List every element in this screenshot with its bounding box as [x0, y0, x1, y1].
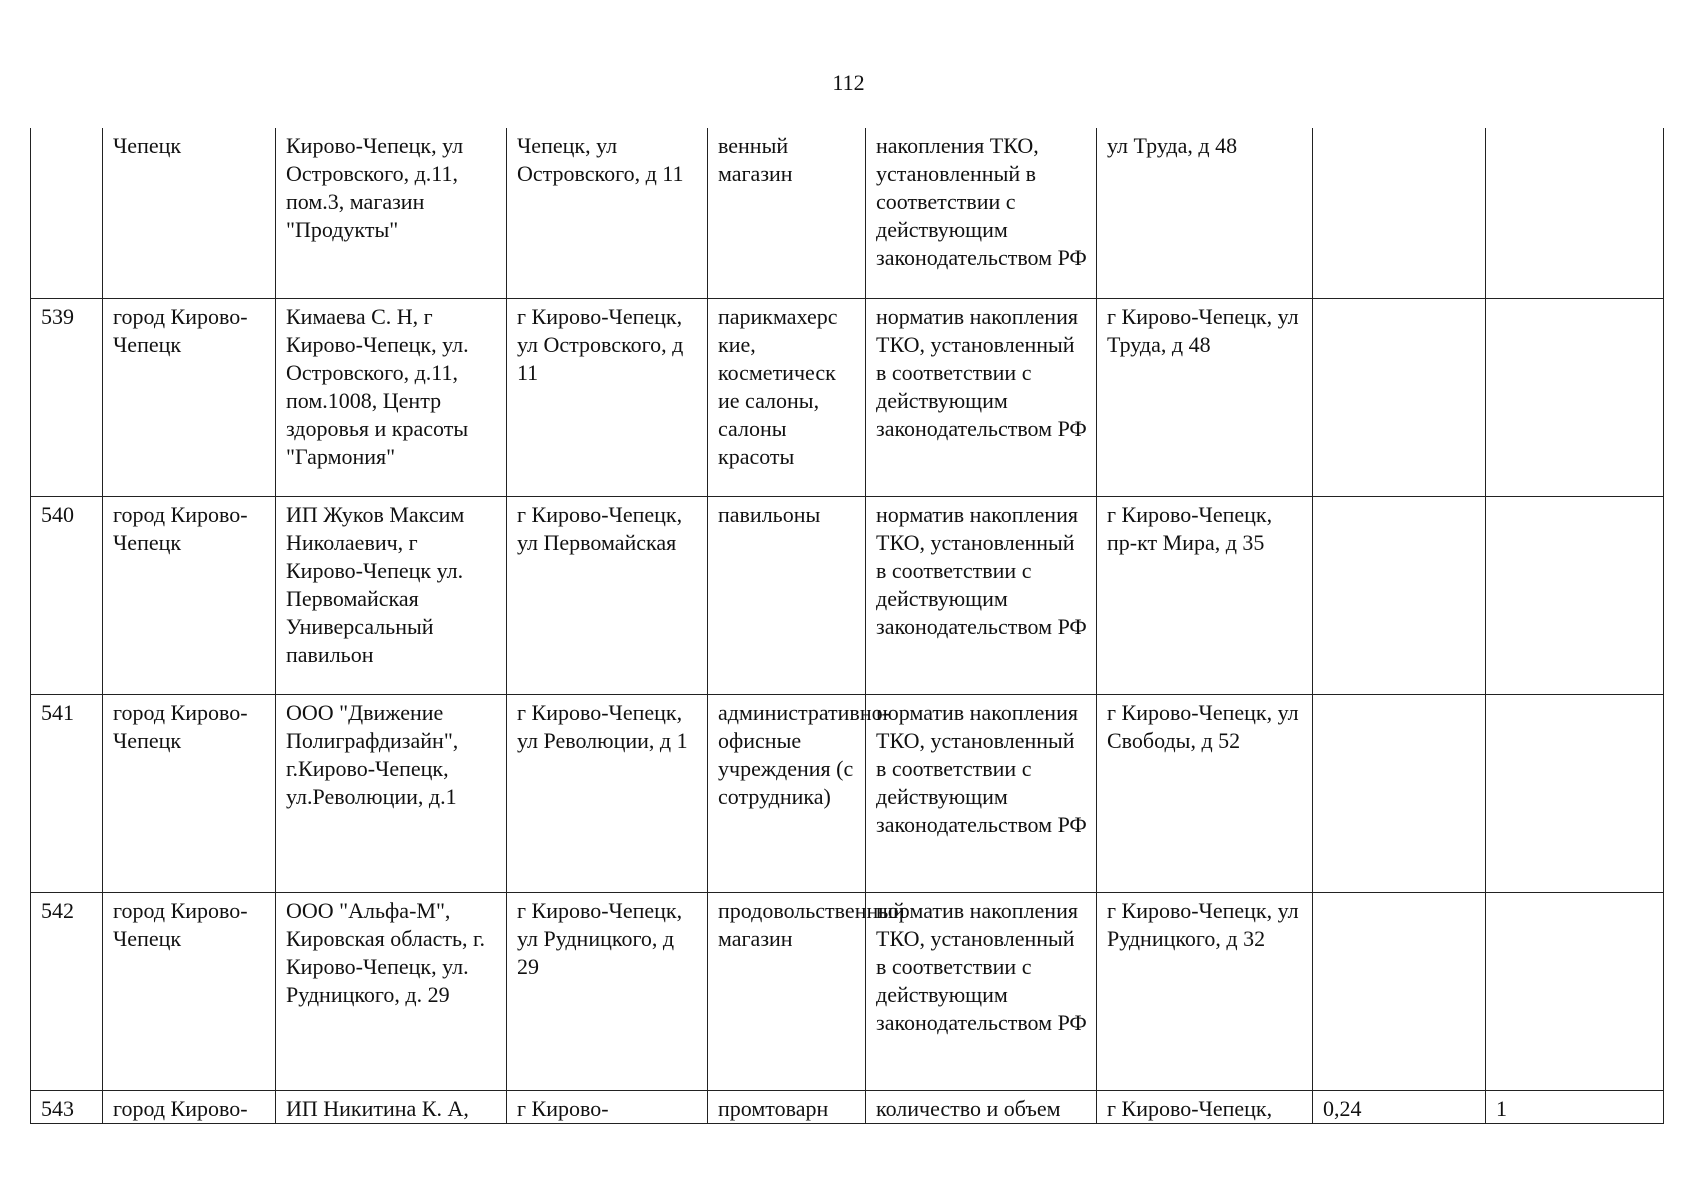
address-cell: г Кирово-	[507, 1090, 708, 1123]
volume-cell	[1313, 128, 1486, 298]
locality-cell: Чепецк	[103, 128, 276, 298]
site-cell: г Кирово-Чепецк, ул Свободы, д 52	[1097, 694, 1313, 892]
locality-cell: город Кирово-Чепецк	[103, 496, 276, 694]
row-number: 541	[31, 694, 103, 892]
locality-cell: город Кирово-Чепецк	[103, 298, 276, 496]
table-row	[31, 1090, 1664, 1123]
address-cell: г Кирово-Чепецк, ул Островского, д 11	[507, 298, 708, 496]
method-cell: норматив накопления ТКО, установленный в соответствии с действующим законодательством РФ	[866, 496, 1097, 694]
category-cell: павильоны	[708, 496, 866, 694]
volume-cell	[1313, 892, 1486, 1090]
category-cell: венный магазин	[708, 128, 866, 298]
owner-cell: ООО "Альфа-М", Кировская область, г. Кирово-Чепецк, ул. Рудницкого, д. 29	[276, 892, 507, 1090]
volume-cell	[1313, 694, 1486, 892]
locality-cell: город Кирово-Чепецк	[103, 694, 276, 892]
count-cell	[1486, 892, 1664, 1090]
locality-cell: город Кирово-Чепецк	[103, 892, 276, 1090]
table-row	[31, 298, 1664, 496]
address-cell: г Кирово-Чепецк, ул Первомайская	[507, 496, 708, 694]
volume-cell	[1313, 298, 1486, 496]
address-cell: г Кирово-Чепецк, ул Революции, д 1	[507, 694, 708, 892]
category-cell: промтоварн	[708, 1090, 866, 1123]
category-cell: административно-офисные учреждения (с сотрудника)	[708, 694, 866, 892]
method-cell: норматив накопления ТКО, установленный в соответствии с действующим законодательством РФ	[866, 892, 1097, 1090]
count-cell: 1	[1486, 1090, 1664, 1123]
owner-cell: ООО "Движение Полиграфдизайн", г.Кирово-Чепецк, ул.Революции, д.1	[276, 694, 507, 892]
count-cell	[1486, 128, 1664, 298]
row-number: 543	[31, 1090, 103, 1123]
locality-cell: город Кирово-	[103, 1090, 276, 1123]
method-cell: норматив накопления ТКО, установленный в соответствии с действующим законодательством РФ	[866, 298, 1097, 496]
row-number: 540	[31, 496, 103, 694]
owner-cell: ИП Никитина К. А,	[276, 1090, 507, 1123]
site-cell: г Кирово-Чепецк, ул Труда, д 48	[1097, 298, 1313, 496]
owner-cell: ИП Жуков Максим Николаевич, г Кирово-Чепецк ул. Первомайская Универсальный павильон	[276, 496, 507, 694]
row-number: 539	[31, 298, 103, 496]
page-number: 112	[832, 70, 865, 95]
count-cell	[1486, 694, 1664, 892]
volume-cell	[1313, 496, 1486, 694]
table-row	[31, 892, 1664, 1090]
owner-cell: Кимаева С. Н, г Кирово-Чепецк, ул. Островского, д.11, пом.1008, Центр здоровья и красоты "Гармония"	[276, 298, 507, 496]
address-cell: Чепецк, ул Островского, д 11	[507, 128, 708, 298]
site-cell: г Кирово-Чепецк, ул Рудницкого, д 32	[1097, 892, 1313, 1090]
category-cell: парикмахерс кие, косметическ ие салоны, салоны красоты	[708, 298, 866, 496]
category-cell: продовольственный магазин	[708, 892, 866, 1090]
count-cell	[1486, 298, 1664, 496]
waste-sites-table	[30, 128, 1664, 1124]
method-cell: накопления ТКО, установленный в соответствии с действующим законодательством РФ	[866, 128, 1097, 298]
count-cell	[1486, 496, 1664, 694]
site-cell: г Кирово-Чепецк, пр-кт Мира, д 35	[1097, 496, 1313, 694]
method-cell: норматив накопления ТКО, установленный в соответствии с действующим законодательством РФ	[866, 694, 1097, 892]
volume-cell: 0,24	[1313, 1090, 1486, 1123]
site-cell: ул Труда, д 48	[1097, 128, 1313, 298]
table-row	[31, 496, 1664, 694]
site-cell: г Кирово-Чепецк,	[1097, 1090, 1313, 1123]
row-number	[31, 128, 103, 298]
table-row	[31, 694, 1664, 892]
table-row	[31, 128, 1664, 298]
row-number: 542	[31, 892, 103, 1090]
owner-cell: Кирово-Чепецк, ул Островского, д.11, пом.3, магазин "Продукты"	[276, 128, 507, 298]
address-cell: г Кирово-Чепецк, ул Рудницкого, д 29	[507, 892, 708, 1090]
method-cell: количество и объем	[866, 1090, 1097, 1123]
